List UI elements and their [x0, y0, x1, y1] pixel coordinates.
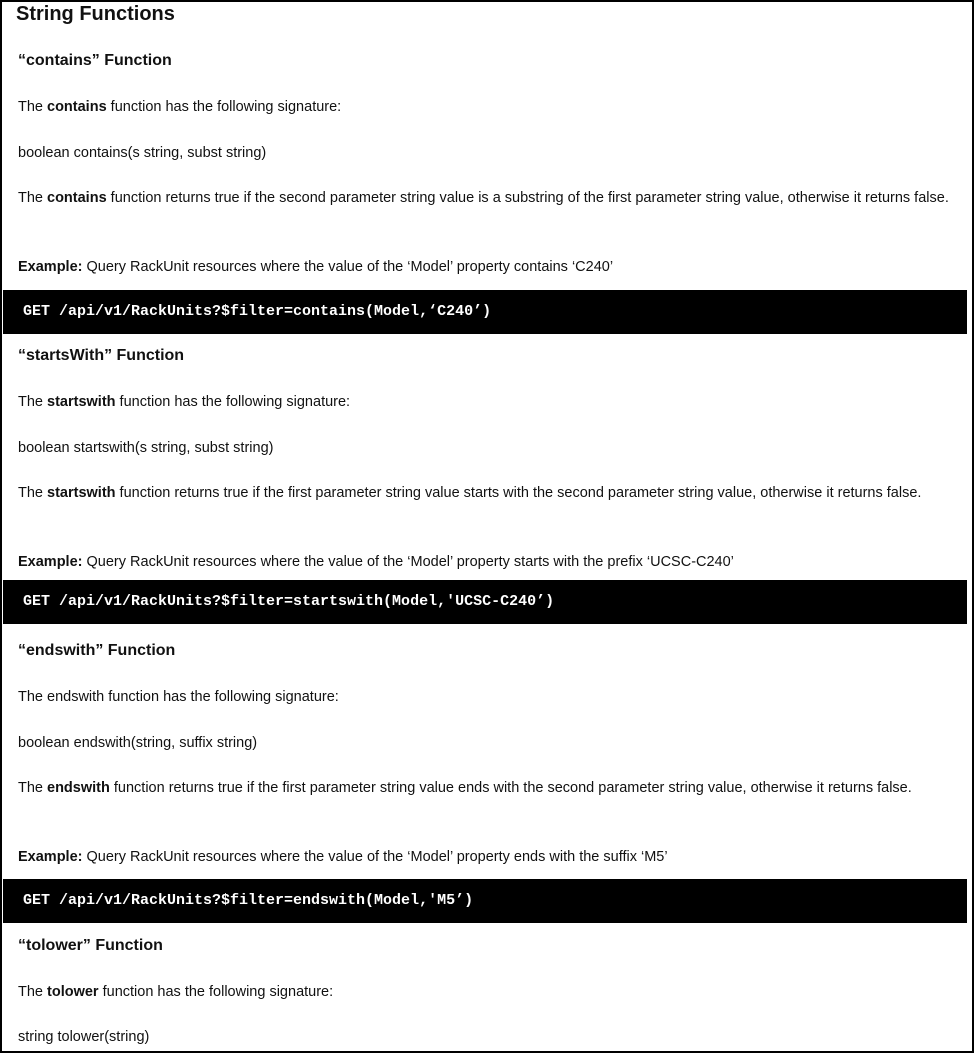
example-contains: Example: Query RackUnit resources where the value of the ‘Model’ property contains ‘C240’ [18, 259, 614, 275]
section-heading-startswith: “startsWith” Function [18, 347, 185, 364]
code-block-startswith: GET /api/v1/RackUnits?$filter=startswith(Model,'UCSC-C240’) [3, 580, 967, 624]
signature-endswith: boolean endswith(string, suffix string) [18, 735, 258, 751]
intro-endswith: The endswith function has the following signature: [18, 689, 339, 705]
intro-startswith: The startswith function has the following signature: [18, 394, 351, 410]
signature-tolower: string tolower(string) [18, 1029, 150, 1045]
description-startswith: The startswith function returns true if the first parameter string value starts with the second parameter string value, otherwise it returns false. [18, 485, 922, 501]
section-heading-contains: “contains” Function [18, 52, 172, 69]
section-heading-tolower: “tolower” Function [18, 937, 163, 954]
intro-tolower: The tolower function has the following signature: [18, 984, 334, 1000]
example-startswith: Example: Query RackUnit resources where the value of the ‘Model’ property starts with the prefix ‘UCSC-C240’ [18, 554, 734, 570]
signature-startswith: boolean startswith(s string, subst string) [18, 440, 274, 456]
intro-contains: The contains function has the following signature: [18, 99, 342, 115]
signature-contains: boolean contains(s string, subst string) [18, 145, 267, 161]
page-title: String Functions [16, 3, 175, 25]
code-block-contains: GET /api/v1/RackUnits?$filter=contains(Model,‘C240’) [3, 290, 967, 334]
section-heading-endswith: “endswith” Function [18, 642, 176, 659]
code-block-endswith: GET /api/v1/RackUnits?$filter=endswith(Model,'M5’) [3, 879, 967, 923]
description-contains: The contains function returns true if the second parameter string value is a substring of the first parameter string value, otherwise it returns false. [18, 190, 949, 206]
description-endswith: The endswith function returns true if the first parameter string value ends with the second parameter string value, otherwise it returns false. [18, 780, 912, 796]
example-endswith: Example: Query RackUnit resources where the value of the ‘Model’ property ends with the suffix ‘M5’ [18, 849, 668, 865]
